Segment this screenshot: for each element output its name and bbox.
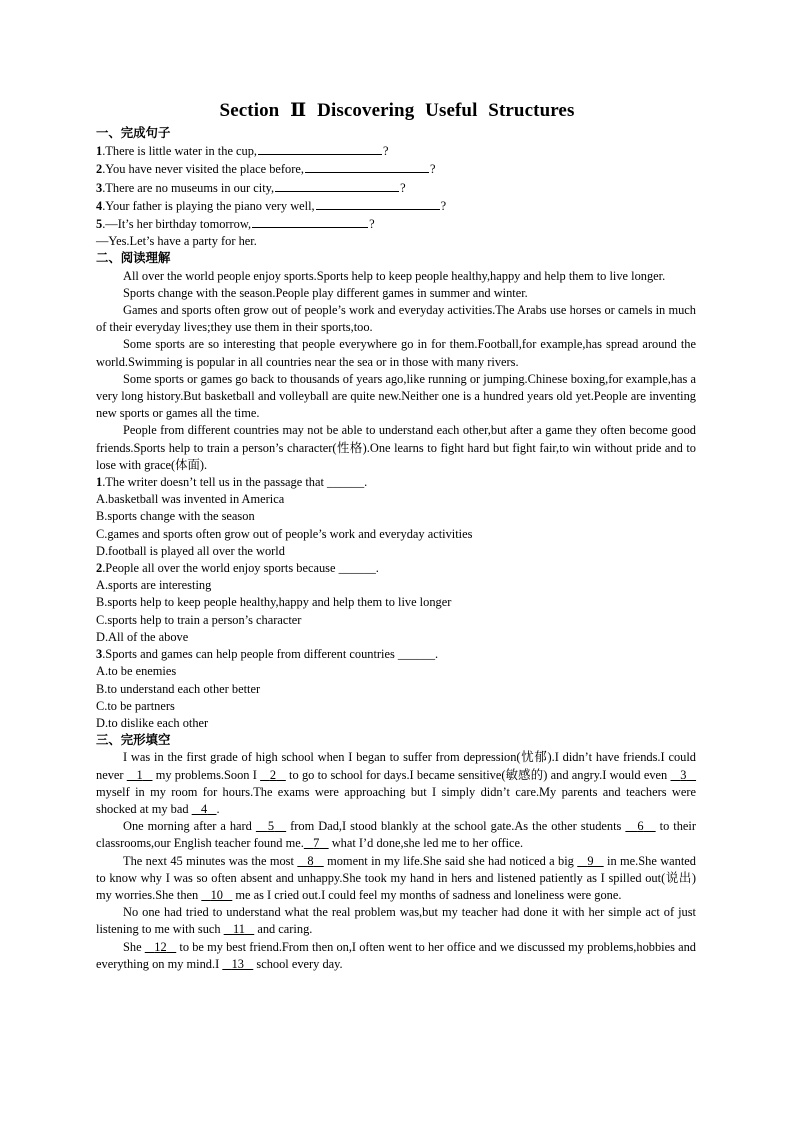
cloze-text: in me.She wanted to know why I was so often absent and unhappy.She took my hand in hers and listened patiently as I spilled out(说出) my worries.She then <box>96 853 696 902</box>
question-text: .People all over the world enjoy sports because ______. <box>102 561 379 576</box>
completion-item-3 <box>96 179 696 197</box>
cloze-text: She <box>123 939 145 954</box>
blank-number: 8 <box>307 853 314 868</box>
answer-blank <box>258 142 382 155</box>
section-heading-completion: 一、完成句子 <box>96 126 171 140</box>
question-text: .The writer doesn’t tell us in the passage that ______. <box>102 475 368 490</box>
document-body <box>96 125 696 973</box>
blank-number: 2 <box>269 767 277 782</box>
question-stem <box>96 646 696 663</box>
cloze-text: One morning after a hard <box>123 819 256 834</box>
reading-paragraph: Some sports or games go back to thousands of years ago,like running or jumping.Chinese boxing,for example,has a very long history.But basketball and volleyball are quite new.Neither one is a hundred years old yet.People are inventing new sports or games all the time. <box>96 371 696 421</box>
cloze-text: and caring. <box>254 922 313 937</box>
completion-reply: —Yes.Let’s have a party for her. <box>96 234 257 249</box>
blank-number: 3 <box>680 767 687 782</box>
blank-number: 4 <box>200 801 208 816</box>
item-text: .You have never visited the place before, <box>102 162 304 177</box>
question-number: 2 <box>96 561 103 576</box>
item-text: .There are no museums in our city, <box>102 180 275 195</box>
cloze-text: my problems.Soon I <box>152 767 261 782</box>
blank-number: 7 <box>313 836 320 851</box>
cloze-blank-9 <box>577 854 603 868</box>
answer-option: D.to dislike each other <box>96 715 209 730</box>
cloze-text: . <box>216 801 220 816</box>
reading-paragraph: Games and sports often grow out of people’s work and everyday activities.The Arabs use horses or camels in much of their everyday lives;they use them in their sports,too. <box>96 303 696 335</box>
question-number: 1 <box>96 475 103 490</box>
cloze-paragraph-1 <box>96 749 696 818</box>
cloze-text: to their classrooms,our English teacher found me. <box>96 819 697 851</box>
cloze-text: me as I cried out.I could feel my months of sadness and loneliness were gone. <box>232 887 622 902</box>
cloze-blank-5 <box>256 819 286 833</box>
item-end: ? <box>429 162 436 177</box>
cloze-blank-10 <box>201 888 232 902</box>
answer-option: C.to be partners <box>96 698 175 713</box>
blank-number: 12 <box>154 939 167 954</box>
answer-option: D.All of the above <box>96 629 189 644</box>
answer-option: D.football is played all over the world <box>96 543 285 558</box>
reading-paragraph: Sports change with the season.People play different games in summer and winter. <box>123 285 528 300</box>
cloze-blank-3 <box>671 768 697 782</box>
cloze-blank-13 <box>222 957 253 971</box>
cloze-text: moment in my life.She said she had noticed a big <box>323 853 578 868</box>
item-number: 2 <box>96 162 103 177</box>
answer-blank <box>252 215 368 228</box>
answer-option: C.sports help to train a person’s character <box>96 612 302 627</box>
blank-number: 6 <box>637 819 644 834</box>
blank-number: 10 <box>210 887 223 902</box>
question-text: .Sports and games can help people from different countries ______. <box>102 647 439 662</box>
reading-paragraph: Some sports are so interesting that people everywhere go in for them.Football,for example,has spread around the world.Swimming is popular in all countries near the sea or in those with many rivers. <box>96 337 696 369</box>
cloze-paragraph-5 <box>96 939 696 973</box>
cloze-blank-4 <box>192 801 220 816</box>
cloze-paragraph-3 <box>96 853 696 905</box>
cloze-text: what I’d done,she led me to her office. <box>328 836 524 851</box>
item-end: ? <box>369 217 375 232</box>
blank-number: 9 <box>587 853 594 868</box>
item-number: 1 <box>96 144 103 159</box>
item-number: 3 <box>96 180 103 195</box>
item-text: .There is little water in the cup, <box>102 144 258 159</box>
item-end: ? <box>440 198 447 213</box>
answer-option: B.to understand each other better <box>96 681 261 696</box>
item-number: 5 <box>96 217 103 232</box>
answer-option: A.sports are interesting <box>96 578 212 593</box>
cloze-blank-11 <box>224 922 255 936</box>
cloze-paragraph-4 <box>96 904 696 938</box>
answer-blank <box>275 179 399 192</box>
blank-number: 1 <box>136 767 143 782</box>
answer-option: B.sports change with the season <box>96 509 255 524</box>
cloze-blank-1 <box>127 768 153 782</box>
completion-item-5 <box>96 215 696 233</box>
blank-number: 11 <box>232 922 245 937</box>
cloze-blank-2 <box>260 768 286 782</box>
page-title: Section Ⅱ Discovering Useful Structures <box>219 100 575 121</box>
section-heading-cloze: 三、完形填空 <box>96 733 171 748</box>
answer-blank <box>316 197 440 210</box>
cloze-text: The next 45 minutes was the most <box>123 853 298 868</box>
cloze-text: I was in the first grade of high school when I began to suffer from depression(忧郁).I didn’t have friends.I could never <box>96 750 696 782</box>
answer-option: A.to be enemies <box>96 664 177 679</box>
blank-number: 5 <box>267 819 275 834</box>
blank-number: 13 <box>231 956 244 971</box>
completion-item-4 <box>96 197 696 215</box>
cloze-text: No one had tried to understand what the real problem was,but my teacher had done it with her simple act of just listening to me with such <box>96 905 696 937</box>
item-end: ? <box>383 144 389 159</box>
cloze-text: myself in my room for hours.The exams were approaching but I simply didn’t care.My parents and teachers were shocked at my bad <box>96 784 696 816</box>
section-heading-reading: 二、阅读理解 <box>96 251 171 266</box>
question-stem <box>96 560 696 577</box>
cloze-paragraph-2 <box>96 818 696 852</box>
answer-blank <box>305 160 429 173</box>
cloze-blank-8 <box>297 854 323 868</box>
cloze-text: school every day. <box>253 956 343 971</box>
answer-option: A.basketball was invented in America <box>96 492 285 507</box>
answer-option: C.games and sports often grow out of people’s work and everyday activities <box>96 526 473 541</box>
cloze-text: from Dad,I stood blankly at the school gate.As the other students <box>286 819 626 834</box>
cloze-text: to be my best friend.From then on,I often went to her office and we discussed my problems,hobbies and everything on my mind.I <box>96 939 696 971</box>
completion-item-2 <box>96 160 696 178</box>
question-number: 3 <box>96 647 103 662</box>
item-text: .Your father is playing the piano very well, <box>102 198 315 213</box>
reading-paragraph: All over the world people enjoy sports.Sports help to keep people healthy,happy and help them to live longer. <box>123 268 666 283</box>
cloze-blank-12 <box>145 940 176 954</box>
item-end: ? <box>400 180 406 195</box>
item-text: .—It’s her birthday tomorrow, <box>102 217 252 232</box>
completion-item-1 <box>96 142 696 160</box>
cloze-blank-7 <box>304 836 329 850</box>
answer-option: B.sports help to keep people healthy,happy and help them to live longer <box>96 595 452 610</box>
cloze-blank-6 <box>625 819 655 833</box>
cloze-text: to go to school for days.I became sensitive(敏感的) and angry.I would even <box>285 767 671 782</box>
reading-paragraph: People from different countries may not be able to understand each other,but after a game they often become good friends.Sports help to train a person’s character(性格).One learns to fight hard but fight fair,to win without pride and to lose with grace(体面). <box>96 423 696 472</box>
item-number: 4 <box>96 198 103 213</box>
question-stem <box>96 474 696 491</box>
